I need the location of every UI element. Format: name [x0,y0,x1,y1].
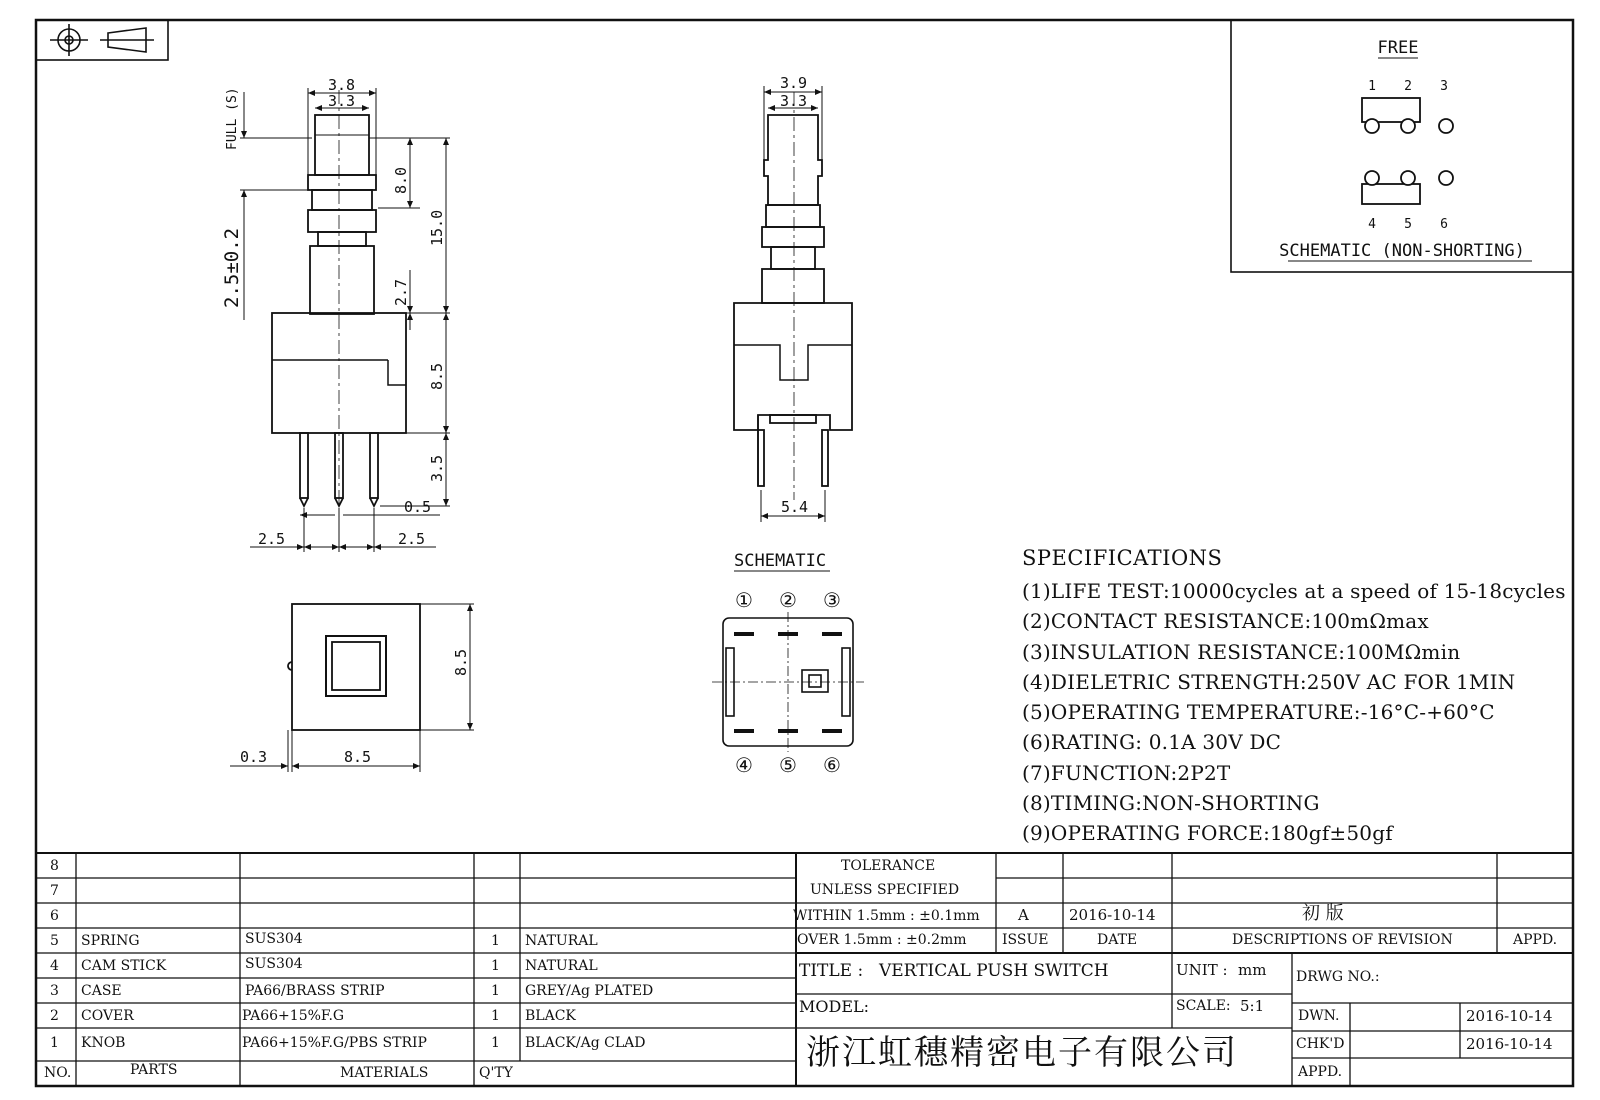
dim-front-inner: 3.3 [780,92,808,110]
bom-qty: 1 [491,983,500,999]
bom-part: KNOB [81,1035,126,1051]
bom-part: CAM STICK [81,958,167,974]
tolerance-over: OVER 1.5mm : ±0.2mm [797,932,967,948]
bom-no: 4 [50,958,59,974]
tolerance-sub: UNLESS SPECIFIED [810,882,960,898]
bom-header-materials: MATERIALS [340,1065,429,1081]
bom-header-parts: PARTS [130,1062,178,1078]
bom-qty: 1 [491,1008,500,1024]
free-pin-6: 6 [1440,217,1448,232]
revision-date: 2016-10-14 [1069,906,1156,924]
chkd-label: CHK'D [1296,1036,1345,1052]
dim-pitch-left: 2.5 [258,530,286,548]
dim-stroke: 2.5±0.2 [221,227,243,308]
unit-label: UNIT : [1176,961,1228,979]
chkd-date: 2016-10-14 [1466,1035,1553,1053]
free-pin-2: 2 [1404,79,1412,94]
dim-collar: 2.7 [392,278,410,306]
top-view-labels [240,649,470,766]
bom-header-no: NO. [44,1065,72,1081]
spec-item: (3)INSULATION RESISTANCE:100MΩmin [1022,639,1461,664]
bom-material: PA66/BRASS STRIP [245,983,385,999]
bom-no: 3 [50,983,59,999]
schematic-pin-6: ⑥ [823,753,841,777]
free-schematic [1231,20,1573,272]
spec-item: (9)OPERATING FORCE:180gf±50gf [1022,821,1393,846]
spec-item: (4)DIELETRIC STRENGTH:250V AC FOR 1MIN [1022,669,1516,694]
free-pin-5: 5 [1404,217,1412,232]
bom-no: 2 [50,1008,59,1024]
specifications [1022,546,1582,849]
model-label: MODEL: [799,997,870,1016]
bom-material: SUS304 [245,956,303,972]
top-view-dimensions [230,604,474,772]
free-title: FREE [1377,38,1419,58]
dim-pin-length: 3.5 [428,454,446,482]
schematic-pin-2: ② [779,588,797,612]
dim-front-outer: 3.9 [780,74,808,92]
projection-symbol-icon [36,20,168,60]
bom-finish: NATURAL [525,958,598,974]
tolerance-title: TOLERANCE [841,858,936,874]
side-view-labels [221,76,446,548]
bom-qty: 1 [491,933,500,949]
free-caption: SCHEMATIC (NON-SHORTING) [1279,241,1525,261]
front-view [734,92,852,500]
header-date: DATE [1097,932,1138,948]
bom-finish: NATURAL [525,933,598,949]
bom-no: 8 [50,858,59,874]
dim-full-stroke-label: FULL (S) [225,87,240,150]
bom-material: SUS304 [245,931,303,947]
appd-label: APPD. [1298,1064,1343,1080]
tolerance-within: WITHIN 1.5mm : ±0.1mm [793,908,980,924]
bom-finish: GREY/Ag PLATED [525,983,654,999]
spec-item: (8)TIMING:NON-SHORTING [1022,791,1320,816]
spec-item: (7)FUNCTION:2P2T [1022,760,1231,785]
bom-no: 1 [50,1035,59,1051]
bom-qty: 1 [491,1035,500,1051]
free-pin-1: 1 [1368,79,1376,94]
schematic-pin-5: ⑤ [779,753,797,777]
title-value: VERTICAL PUSH SWITCH [879,961,1109,981]
schematic-pin-4: ④ [735,753,753,777]
dim-top-height: 8.5 [452,648,470,676]
free-pin-3: 3 [1440,79,1448,94]
scale-value: 5:1 [1240,997,1265,1015]
dim-top-width: 8.5 [344,748,372,766]
revision-description: 初 版 [1302,903,1344,924]
spec-item: (6)RATING: 0.1A 30V DC [1022,730,1282,755]
bom-no: 7 [50,883,59,899]
dim-front-pin-span: 5.4 [781,498,809,516]
bom-no: 5 [50,933,59,949]
spec-item: (2)CONTACT RESISTANCE:100mΩmax [1022,609,1429,634]
bom-material: PA66+15%F.G/PBS STRIP [242,1035,427,1051]
header-description: DESCRIPTIONS OF REVISION [1232,932,1453,948]
dim-top-offset: 0.3 [240,748,268,766]
specifications-title: SPECIFICATIONS [1022,546,1223,570]
dim-knob-inner: 3.3 [328,92,356,110]
header-issue: ISSUE [1002,932,1049,948]
bom-no: 6 [50,908,59,924]
company-name: 浙江虹穗精密电子有限公司 [806,1033,1238,1073]
revision-issue: A [1018,906,1029,924]
title-label: TITLE : [799,961,864,981]
dim-knob-height: 8.0 [392,166,410,194]
free-pin-4: 4 [1368,217,1376,232]
dim-knob-outer: 3.8 [328,76,356,94]
dim-pitch-right: 2.5 [398,530,426,548]
dim-pin-width: 0.5 [404,498,432,516]
bom-qty: 1 [491,958,500,974]
bom-part: CASE [81,983,122,999]
bom-finish: BLACK [525,1008,576,1024]
bom-part: COVER [81,1008,134,1024]
bom-material: PA66+15%F.G [242,1008,345,1024]
top-view [288,604,420,730]
drwg-no-label: DRWG NO.: [1296,969,1380,985]
front-view-dimensions [761,86,825,522]
schematic-label: SCHEMATIC [734,551,827,571]
bom-finish: BLACK/Ag CLAD [525,1035,646,1051]
header-appd: APPD. [1513,932,1558,948]
bom-header-qty: Q'TY [479,1065,513,1081]
scale-label: SCALE: [1176,998,1231,1014]
spec-item: (1)LIFE TEST:10000cycles at a speed of 15-18cycles [1022,579,1566,603]
unit-value: mm [1238,961,1267,979]
schematic-pin-3: ③ [823,588,841,612]
dwn-label: DWN. [1298,1008,1340,1024]
schematic-pin-1: ① [735,588,753,612]
bom-part: SPRING [81,933,140,949]
spec-item: (5)OPERATING TEMPERATURE:-16°C-+60°C [1022,700,1495,725]
dim-body-height: 8.5 [428,362,446,390]
dim-total-height: 15.0 [428,209,446,246]
side-view [272,90,406,520]
schematic [712,551,864,777]
dwn-date: 2016-10-14 [1466,1007,1553,1025]
